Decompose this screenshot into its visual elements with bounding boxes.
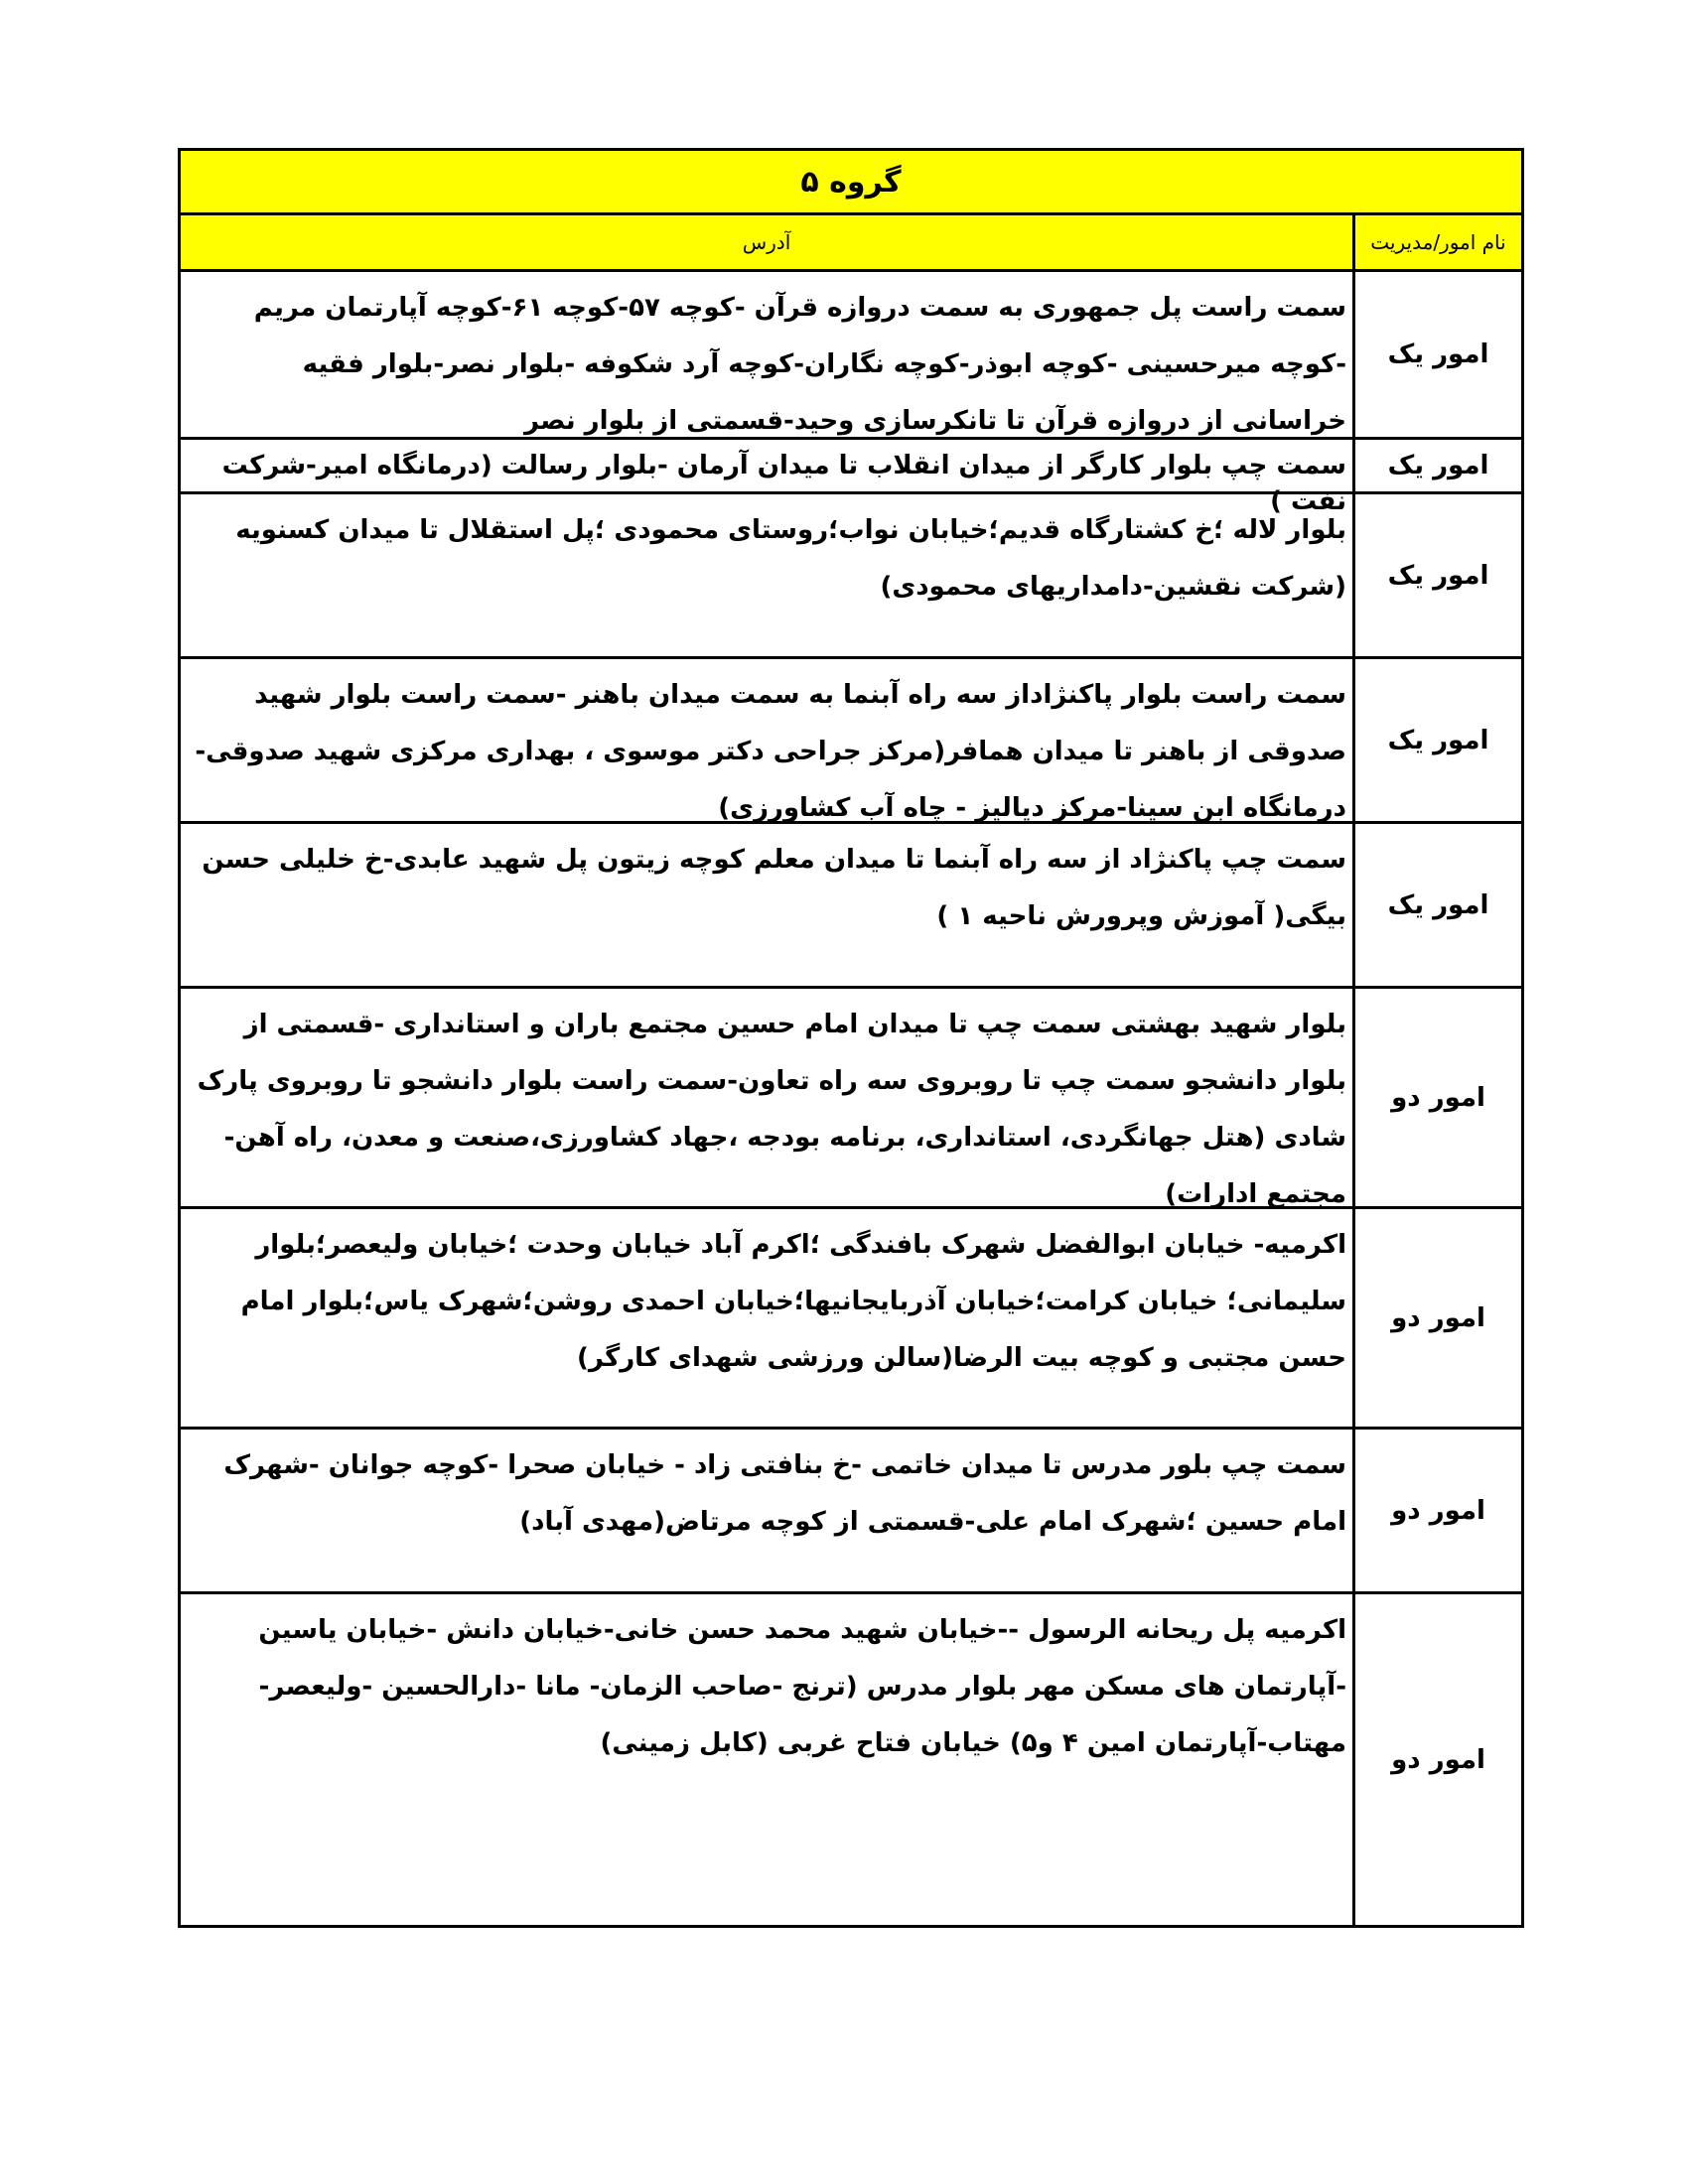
row-name-cell: امور دو bbox=[1352, 1430, 1521, 1591]
table-row bbox=[181, 1209, 1521, 1430]
table-row bbox=[181, 494, 1521, 659]
row-name-cell: امور یک bbox=[1352, 824, 1521, 986]
table-row bbox=[181, 989, 1521, 1209]
row-name-cell: امور یک bbox=[1352, 494, 1521, 656]
table-row bbox=[181, 440, 1521, 516]
table-title: گروه ۵ bbox=[181, 151, 1521, 215]
row-name-cell: امور دو bbox=[1352, 1209, 1521, 1427]
table-row bbox=[181, 824, 1521, 989]
table-row bbox=[181, 272, 1521, 440]
row-address-cell: سمت راست پل جمهوری به سمت دروازه قرآن -کوچه ۵۷-کوچه ۶۱-کوچه آپارتمان مریم -کوچه میرحسینی -کوچه ابوذر-کوچه نگاران-کوچه آرد شکوفه -بلوار نصر-بلوار فقیه خراسانی از دروازه قرآن تا تانکرسازی وحید-قسمتی از بلوار نصر bbox=[253, 293, 1346, 436]
row-name-cell: امور دو bbox=[1352, 989, 1521, 1206]
row-name-cell: امور دو bbox=[1352, 1594, 1521, 1925]
row-address-cell: سمت چپ بلور مدرس تا میدان خاتمی -خ بنافتی زاد - خیابان صحرا -کوچه جوانان -شهرک امام حسین ؛شهرک امام علی-قسمتی از کوچه مرتاض(مهدی آباد) bbox=[223, 1450, 1346, 1537]
table-row bbox=[181, 1430, 1521, 1594]
row-address-cell: سمت چپ بلوار کارگر از میدان انقلاب تا میدان آرمان -بلوار رسالت (درمانگاه امیر-شرکت نفت ) bbox=[221, 451, 1346, 516]
table-row bbox=[181, 1594, 1521, 1925]
row-address-cell: اکرمیه پل ریحانه الرسول --خیابان شهید محمد حسن خانی-خیابان دانش -خیابان یاسین -آپارتمان های مسکن مهر بلوار مدرس (ترنج -صاحب الزمان- مانا -دارالحسین -ولیعصر-مهتاب-آپارتمان امین ۴ و۵) خیابان فتاح غربی (کابل زمینی) bbox=[258, 1615, 1346, 1758]
row-name-cell: امور یک bbox=[1352, 272, 1521, 437]
address-table bbox=[178, 148, 1524, 1928]
row-address-cell: اکرمیه- خیابان ابوالفضل شهرک بافندگی ؛اکرم آباد خیابان وحدت ؛خیابان ولیعصر؛بلوار سلیمانی؛ خیابان کرامت؛خیابان آذربایجانیها؛خیابان احمدی روشن؛شهرک یاس؛بلوار امام حسن مجتبی و کوچه بیت الرضا(سالن ورزشی شهدای کارگر) bbox=[240, 1230, 1346, 1373]
row-name-cell: امور یک bbox=[1352, 659, 1521, 821]
header-row bbox=[181, 215, 1521, 272]
row-address-cell: بلوار لاله ؛خ کشتارگاه قدیم؛خیابان نواب؛روستای محمودی ؛پل استقلال تا میدان کسنویه (شرکت نقشین-دامداریهای محمودی) bbox=[235, 515, 1346, 602]
header-name-cell: نام امور/مدیریت bbox=[1352, 215, 1521, 269]
row-address-cell: سمت راست بلوار پاکنژاداز سه راه آبنما به سمت میدان باهنر -سمت راست بلوار شهید صدوقی از باهنر تا میدان همافر(مرکز جراحی دکتر موسوی ، بهداری مرکزی شهید صدوقی-درمانگاه ابن سینا-مرکز دیالیز - چاه آب کشاورزی) bbox=[195, 680, 1346, 823]
row-name-cell: امور یک bbox=[1352, 440, 1521, 491]
row-address-cell: سمت چپ پاکنژاد از سه راه آبنما تا میدان معلم کوچه زیتون پل شهید عابدی-خ خلیلی حسن بیگی( آموزش وپرورش ناحیه ۱ ) bbox=[202, 845, 1346, 931]
header-address-cell: آدرس bbox=[742, 230, 791, 254]
table-row bbox=[181, 659, 1521, 824]
row-address-cell: بلوار شهید بهشتی سمت چپ تا میدان امام حسین مجتمع باران و استانداری -قسمتی از بلوار دانشجو سمت چپ تا روبروی سه راه تعاون-سمت راست بلوار دانشجو تا روبروی پارک شادی (هتل جهانگردی، استانداری، برنامه بودجه ،جهاد کشاورزی،صنعت و معدن، راه آهن- مجتمع ادارات) bbox=[197, 1010, 1346, 1209]
